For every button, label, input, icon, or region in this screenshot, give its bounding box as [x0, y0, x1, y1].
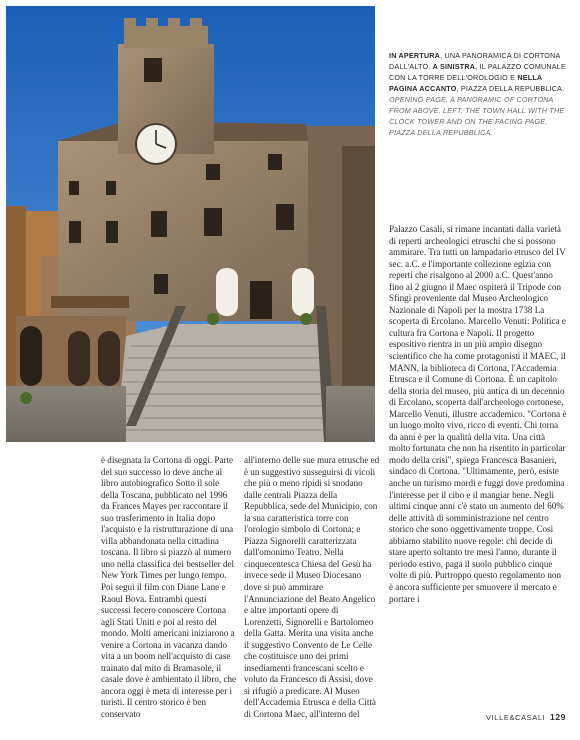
body-column-3 — [389, 224, 567, 605]
town-hall-photo — [6, 6, 375, 442]
photo-caption — [389, 50, 567, 138]
caption-it-2: , UNA PANORAMICA DI CORTONA DALL'ALTO. — [389, 51, 561, 71]
magazine-name: VILLE&CASALI — [486, 713, 546, 722]
caption-it-4: , IL PALAZZO COMUNALE CON LA TORRE DELL'OROLOGIO E — [389, 62, 566, 82]
body-column-1 — [101, 455, 237, 721]
body-column-2 — [244, 455, 380, 721]
caption-it-6: , PIAZZA DELLA REPUBBLICA. — [456, 84, 565, 93]
caption-it-1: IN APERTURA — [389, 51, 441, 60]
page-number: 129 — [550, 712, 566, 722]
page-footer — [486, 712, 566, 722]
col2-text: all'interno delle sue mura etrusche ed è un suggestivo susseguirsi di vicoli che più o meno ripidi si snodano dalle centrali Piazza della Repubblica, sede del Municipio, con la sua caratteristica torre con l'orologio simbolo di Cortona; e Piazza Signorelli caratterizzata dall'omonimo Teatro. Nella cinquecentesca Chiesa del Gesù ha invece sede il Museo Diocesano dove si può ammirare l'Annunciazione del Beato Angelico e altre importanti opere di Lorenzetti, Signorelli e Bartolomeo della Gatta. Merita una visita anche il suggestivo Convento de Le Celle che costituisce uno dei primi insediamenti francescani scelto e voluto da Francesco di Assisi, dove si rifugiò a predicare. Al Museo dell'Accademia Etrusca e della Città di Cortona Maec, all'interno del — [244, 455, 380, 720]
col3-text: Palazzo Casali, si rimane incantati dalla varietà di reperti archeologici etruschi che si possono ammirare. Tra tutti un lampadario etrusco del IV sec. a.C. e l'importante collezione egizia con reperti che risalgono al 2000 a.C. Quest'anno fino al 2 giugno il Maec ospiterà il Tripode con Sfingi proveniente dal Museo Archeologico Nazionale di Napoli per la mostra 1738 La scoperta di Ercolano. Marcello Venuti: Politica e cultura fra Cortona e Napoli. Il progetto espositivo rientra in un più ampio disegno scientifico che ha come protagonisti il MAEC, il MANN, la biblioteca di Cortona, l'Accademia Etrusca e il Comune di Cortona. È un capitolo della storia del museo, più antica di un decennio di Ercolano, scoperta dall'archeologo cortonese, Marcello Venuti, illustre accademico. "Cortona è un luogo molto vivo, ricco di eventi. Chi torna da anni è per la qualità della vita. Una città molto fortunata che non ha risentito in particolar modo della crisi", spiega Francesca Basanieri, sindaco di Cortona. "Ultimamente, però, esiste anche un turismo mordi e fuggi dove predomina l'interesse per il cibo e il mangiar bene. Negli ultimi cinque anni c'è stato un aumento del 60% delle attività di somministrazione nel centro storico che sono oggettivamente troppe. Così abbiamo stabilito nuove regole: chi decide di stare aperto soltanto tre mesi l'anno, durante il periodo estivo, paga il suolo pubblico cinque volte di più. Purtroppo questo regolamento non è ancora sufficiente per smuovere il mercato e portare i — [389, 224, 567, 604]
caption-en: OPENING PAGE, A PANORAMIC OF CORTONA FROM ABOVE. LEFT, THE TOWN HALL WITH THE CLOCK TOWER AND ON THE FACING PAGE, PIAZZA DELLA REPUBBLICA. — [389, 95, 565, 137]
caption-it-3: A SINISTRA — [432, 62, 476, 71]
caption-it-5: NELLA PAGINA ACCANTO — [389, 73, 543, 93]
col1-text: è disegnata la Cortona di oggi. Parte del suo successo lo deve anche al libro autobiografico Sotto il sole della Toscana, pubblicato nel 1996 da Frances Mayes per raccontare il suo trasferimento in Italia dopo l'acquisto e la ristrutturazione di una villa abbandonata nella cittadina toscana. Il libro si piazzò al numero uno nella classifica dei bestseller del New York Times per lungo tempo. Poi seguì il film con Diane Lane e Raoul Bova. Entrambi questi successi fecero conoscere Cortona agli Stati Uniti e poi al resto del mondo. Molti americani iniziarono a venire a Cortona in vacanza dando vita a un boom nell'acquisto di case trainato dal mito di Bramasole, il casale dove è ambientato il libro, che ancora oggi è meta di interesse per i turisti. Il centro storico è ben conservato — [101, 455, 237, 720]
